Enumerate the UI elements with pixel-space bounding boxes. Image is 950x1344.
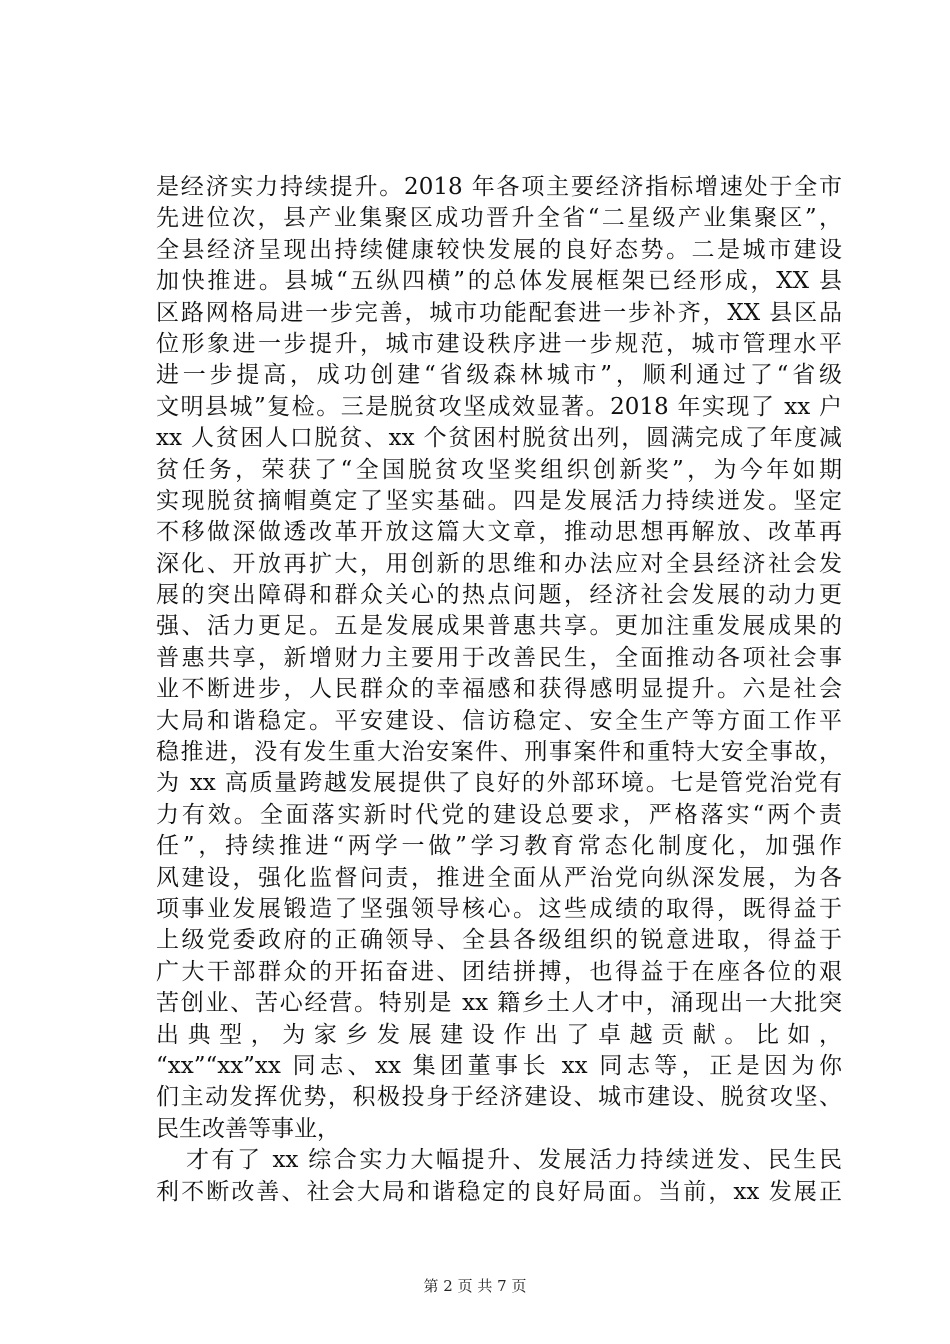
text-line: 位形象进一步提升，城市建设秩序进一步规范，城市管理水平	[156, 330, 842, 357]
text-line: 展的突出障碍和群众关心的热点问题，经济社会发展的动力更	[156, 582, 842, 609]
text-line: 实现脱贫摘帽奠定了坚实基础。四是发展活力持续迸发。坚定	[156, 487, 842, 514]
text-line: 为 xx 高质量跨越发展提供了良好的外部环境。七是管党治党有	[156, 770, 842, 797]
text-line: 深化、开放再扩大，用创新的思维和办法应对全县经济社会发	[156, 550, 842, 577]
text-line: 文明县城”复检。三是脱贫攻坚成效显著。2018 年实现了 xx 户	[156, 393, 842, 420]
text-line: 出典型，为家乡发展建设作出了卓越贡献。比如，	[156, 1021, 842, 1048]
page-number-footer: 第 2 页 共 7 页	[423, 1277, 527, 1295]
text-line: “xx”“xx”xx 同志、xx 集团董事长 xx 同志等，正是因为你	[156, 1052, 842, 1079]
text-line: 先进位次，县产业集聚区成功晋升全省“二星级产业集聚区”，	[156, 205, 842, 232]
text-line: 风建设，强化监督问责，推进全面从严治党向纵深发展，为各	[156, 864, 842, 891]
text-line: 力有效。全面落实新时代党的建设总要求，严格落实“两个责	[156, 801, 842, 828]
text-line: 苦创业、苦心经营。特别是 xx 籍乡土人才中，涌现出一大批突	[156, 990, 842, 1017]
text-line: 稳推进，没有发生重大治安案件、刑事案件和重特大安全事故，	[156, 739, 842, 766]
text-line: 进一步提高，成功创建“省级森林城市”，顺利通过了“省级	[156, 362, 842, 389]
text-line: 广大干部群众的开拓奋进、团结拼搏，也得益于在座各位的艰	[156, 958, 842, 985]
text-line: 不移做深做透改革开放这篇大文章，推动思想再解放、改革再	[156, 519, 842, 546]
text-line: 任”，持续推进“两学一做”学习教育常态化制度化，加强作	[156, 833, 842, 860]
text-line: 利不断改善、社会大局和谐稳定的良好局面。当前，xx 发展正	[156, 1178, 842, 1205]
text-line: 贫任务，荣获了“全国脱贫攻坚奖组织创新奖”，为今年如期	[156, 456, 842, 483]
text-line: 上级党委政府的正确领导、全县各级组织的锐意进取，得益于	[156, 927, 842, 954]
text-line: xx 人贫困人口脱贫、xx 个贫困村脱贫出列，圆满完成了年度减	[156, 425, 842, 452]
paragraph-first-line: 才有了 xx 综合实力大幅提升、发展活力持续迸发、民生民	[186, 1147, 842, 1174]
text-line: 民生改善等事业，	[156, 1115, 340, 1142]
text-line: 大局和谐稳定。平安建设、信访稳定、安全生产等方面工作平	[156, 707, 842, 734]
text-line: 加快推进。县城“五纵四横”的总体发展框架已经形成，XX 县	[156, 268, 842, 295]
text-line: 普惠共享，新增财力主要用于改善民生，全面推动各项社会事	[156, 644, 842, 671]
text-line: 们主动发挥优势，积极投身于经济建设、城市建设、脱贫攻坚、	[156, 1084, 842, 1111]
text-line: 全县经济呈现出持续健康较快发展的良好态势。二是城市建设	[156, 236, 842, 263]
text-line: 强、活力更足。五是发展成果普惠共享。更加注重发展成果的	[156, 613, 842, 640]
text-line: 区路网格局进一步完善，城市功能配套进一步补齐，XX 县区品	[156, 299, 842, 326]
text-line: 业不断进步，人民群众的幸福感和获得感明显提升。六是社会	[156, 676, 842, 703]
document-body	[156, 172, 842, 1208]
text-line: 是经济实力持续提升。2018 年各项主要经济指标增速处于全市	[156, 174, 842, 200]
text-line: 项事业发展锻造了坚强领导核心。这些成绩的取得，既得益于	[156, 895, 842, 922]
